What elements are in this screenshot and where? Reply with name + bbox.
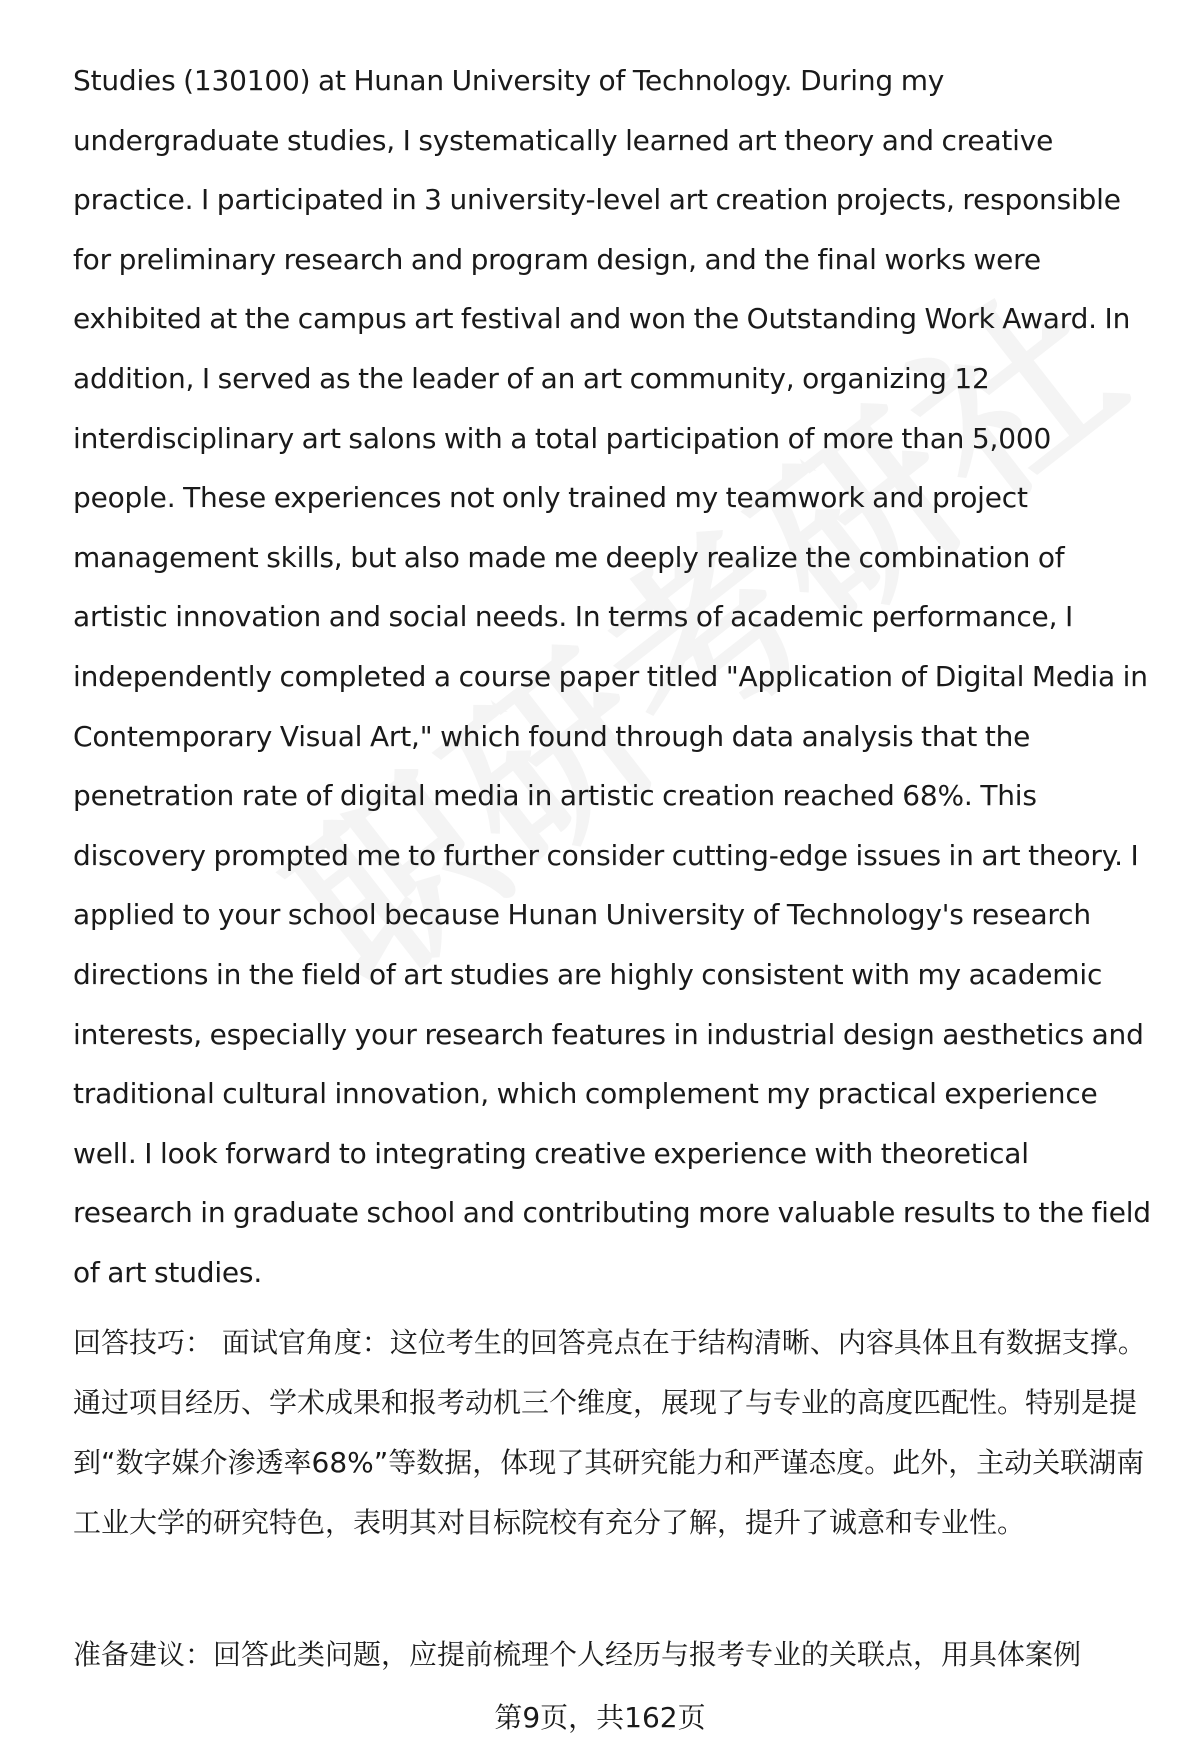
prep-label: 准备建议： (73, 1638, 214, 1671)
preparation-advice-section (73, 1625, 1163, 1685)
prep-text: 回答此类问题，应提前梳理个人经历与报考专业的关联点，用具体案例 (213, 1638, 1082, 1671)
answer-paragraph: Studies (130100) at Hunan University of Technology. During my undergraduate studies, I systematically learned art theory and creative practice. I participated in 3 university-level art creation projects, responsible for preliminary research and program design, and the final works were exhibited at the campus art festival and won the Outstanding Work Award. In addition, I served as the leader of an art community, organizing 12 interdisciplinary art salons with a total participation of more than 5,000 people. These experiences not only trained my teamwork and project management skills, but also made me deeply realize the combination of artistic innovation and social needs. In terms of academic performance, I independently completed a course paper titled "Application of Digital Media in Contemporary Visual Art," which found through data analysis that the penetration rate of digital media in artistic creation reached 68%. This discovery prompted me to further consider cutting-edge issues in art theory. I applied to your school because Hunan University of Technology's research directions in the field of art studies are highly consistent with my academic interests, especially your research features in industrial design aesthetics and traditional cultural innovation, which complement my practical experience well. I look forward to integrating creative experience with theoretical research in graduate school and contributing more valuable results to the field of art studies. (73, 64, 1151, 1289)
answer-tips-section (73, 1313, 1153, 1553)
tips-label: 回答技巧： (73, 1326, 214, 1359)
tips-text: 面试官角度：这位考生的回答亮点在于结构清晰、内容具体且有数据支撑。通过项目经历、学术成果和报考动机三个维度，展现了与专业的高度匹配性。特别是提到“数字媒介渗透率68%”等数据，体现了其研究能力和严谨态度。此外，主动关联湖南工业大学的研究特色，表明其对目标院校有充分了解，提升了诚意和专业性。 (73, 1326, 1146, 1539)
page-number: 第9页，共162页 (494, 1701, 706, 1734)
